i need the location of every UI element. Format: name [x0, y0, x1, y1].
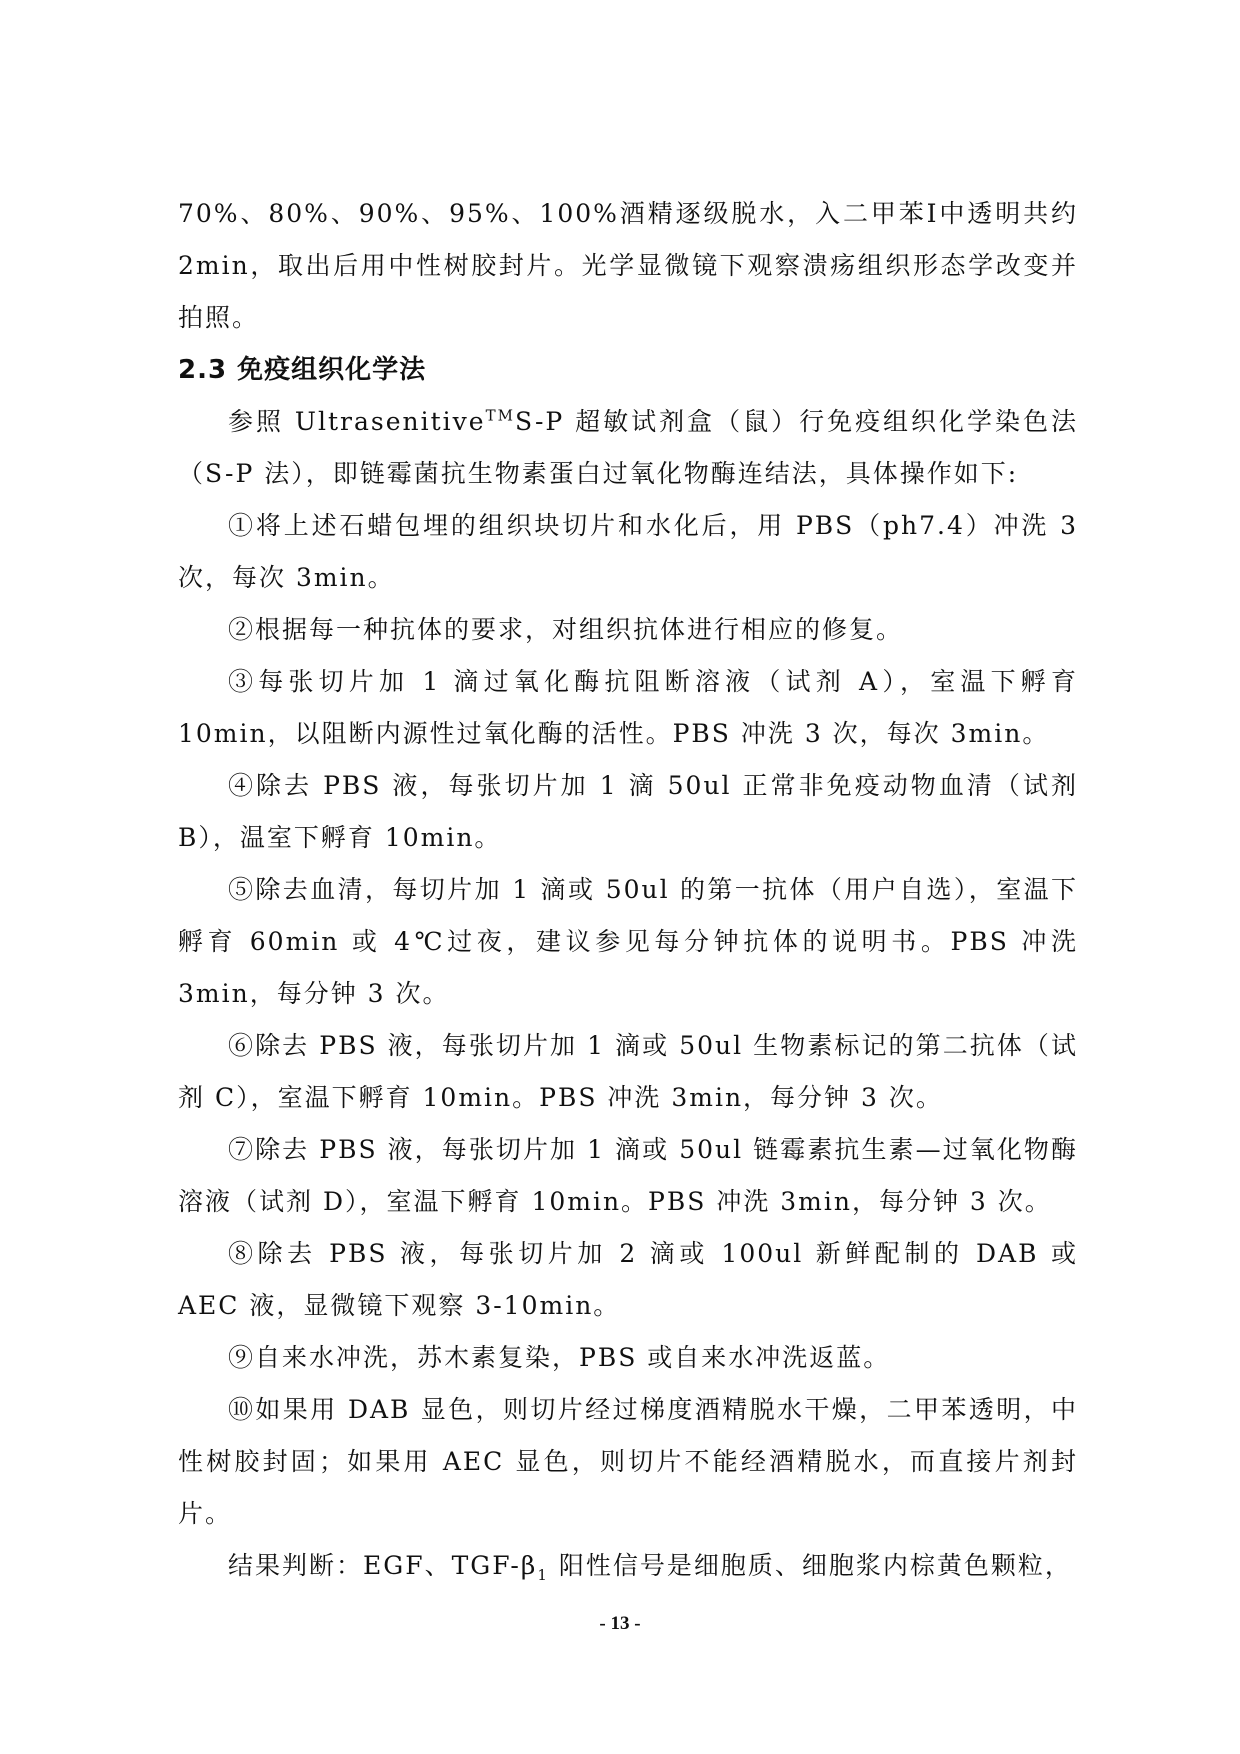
step-3: ③每张切片加 1 滴过氧化酶抗阻断溶液（试剂 A），室温下孵育 10min，以阻断内源性过氧化酶的活性。PBS 冲洗 3 次，每次 3min。 — [178, 667, 1078, 748]
step-10: ⑩如果用 DAB 显色，则切片经过梯度酒精脱水干燥，二甲苯透明，中性树胶封固；如果用 AEC 显色，则切片不能经酒精脱水，而直接片剂封片。 — [178, 1395, 1078, 1528]
step-9: ⑨自来水冲洗，苏木素复染，PBS 或自来水冲洗返蓝。 — [228, 1343, 891, 1372]
result-text-start: 结果判断：EGF、TGF-β — [228, 1551, 538, 1580]
step-8: ⑧除去 PBS 液，每张切片加 2 滴或 100ul 新鲜配制的 DAB 或 AEC 液，显微镜下观察 3-10min。 — [178, 1239, 1078, 1320]
step-4: ④除去 PBS 液，每张切片加 1 滴 50ul 正常非免疫动物血清（试剂 B），温室下孵育 10min。 — [178, 771, 1078, 852]
page-number: - 13 - — [599, 1613, 641, 1634]
paragraph-intro — [178, 396, 1078, 500]
paragraph-result — [178, 1540, 1078, 1592]
intro-text-end: S-P 超敏试剂盒（鼠）行免疫组织化学染色法（S-P 法），即链霉菌抗生物素蛋白过氧化物酶连结法，具体操作如下: — [178, 407, 1078, 488]
page-body — [178, 188, 1078, 1592]
step-2: ②根据每一种抗体的要求，对组织抗体进行相应的修复。 — [228, 615, 904, 644]
result-text-end: 阳性信号是细胞质、细胞浆内棕黄色颗粒， — [548, 1551, 1072, 1580]
trademark-superscript: TM — [485, 406, 515, 425]
step-1: ①将上述石蜡包埋的组织块切片和水化后，用 PBS（ph7.4）冲洗 3 次，每次 3min。 — [178, 511, 1078, 592]
section-heading: 2.3 免疫组织化学法 — [178, 355, 427, 385]
paragraph-continuation: 70%、80%、90%、95%、100%酒精逐级脱水，入二甲苯Ⅰ中透明共约2min，取出后用中性树胶封片。光学显微镜下观察溃疡组织形态学改变并拍照。 — [178, 199, 1078, 332]
intro-text-start: 参照 Ultrasenitive — [228, 407, 486, 436]
beta-subscript: 1 — [537, 1566, 549, 1584]
step-5: ⑤除去血清，每切片加 1 滴或 50ul 的第一抗体（用户自选），室温下孵育 60min 或 4℃过夜，建议参见每分钟抗体的说明书。PBS 冲洗 3min，每分钟 3 次。 — [178, 875, 1078, 1008]
step-6: ⑥除去 PBS 液，每张切片加 1 滴或 50ul 生物素标记的第二抗体（试剂 C），室温下孵育 10min。PBS 冲洗 3min，每分钟 3 次。 — [178, 1031, 1078, 1112]
step-7: ⑦除去 PBS 液，每张切片加 1 滴或 50ul 链霉素抗生素—过氧化物酶溶液（试剂 D），室温下孵育 10min。PBS 冲洗 3min，每分钟 3 次。 — [178, 1135, 1078, 1216]
